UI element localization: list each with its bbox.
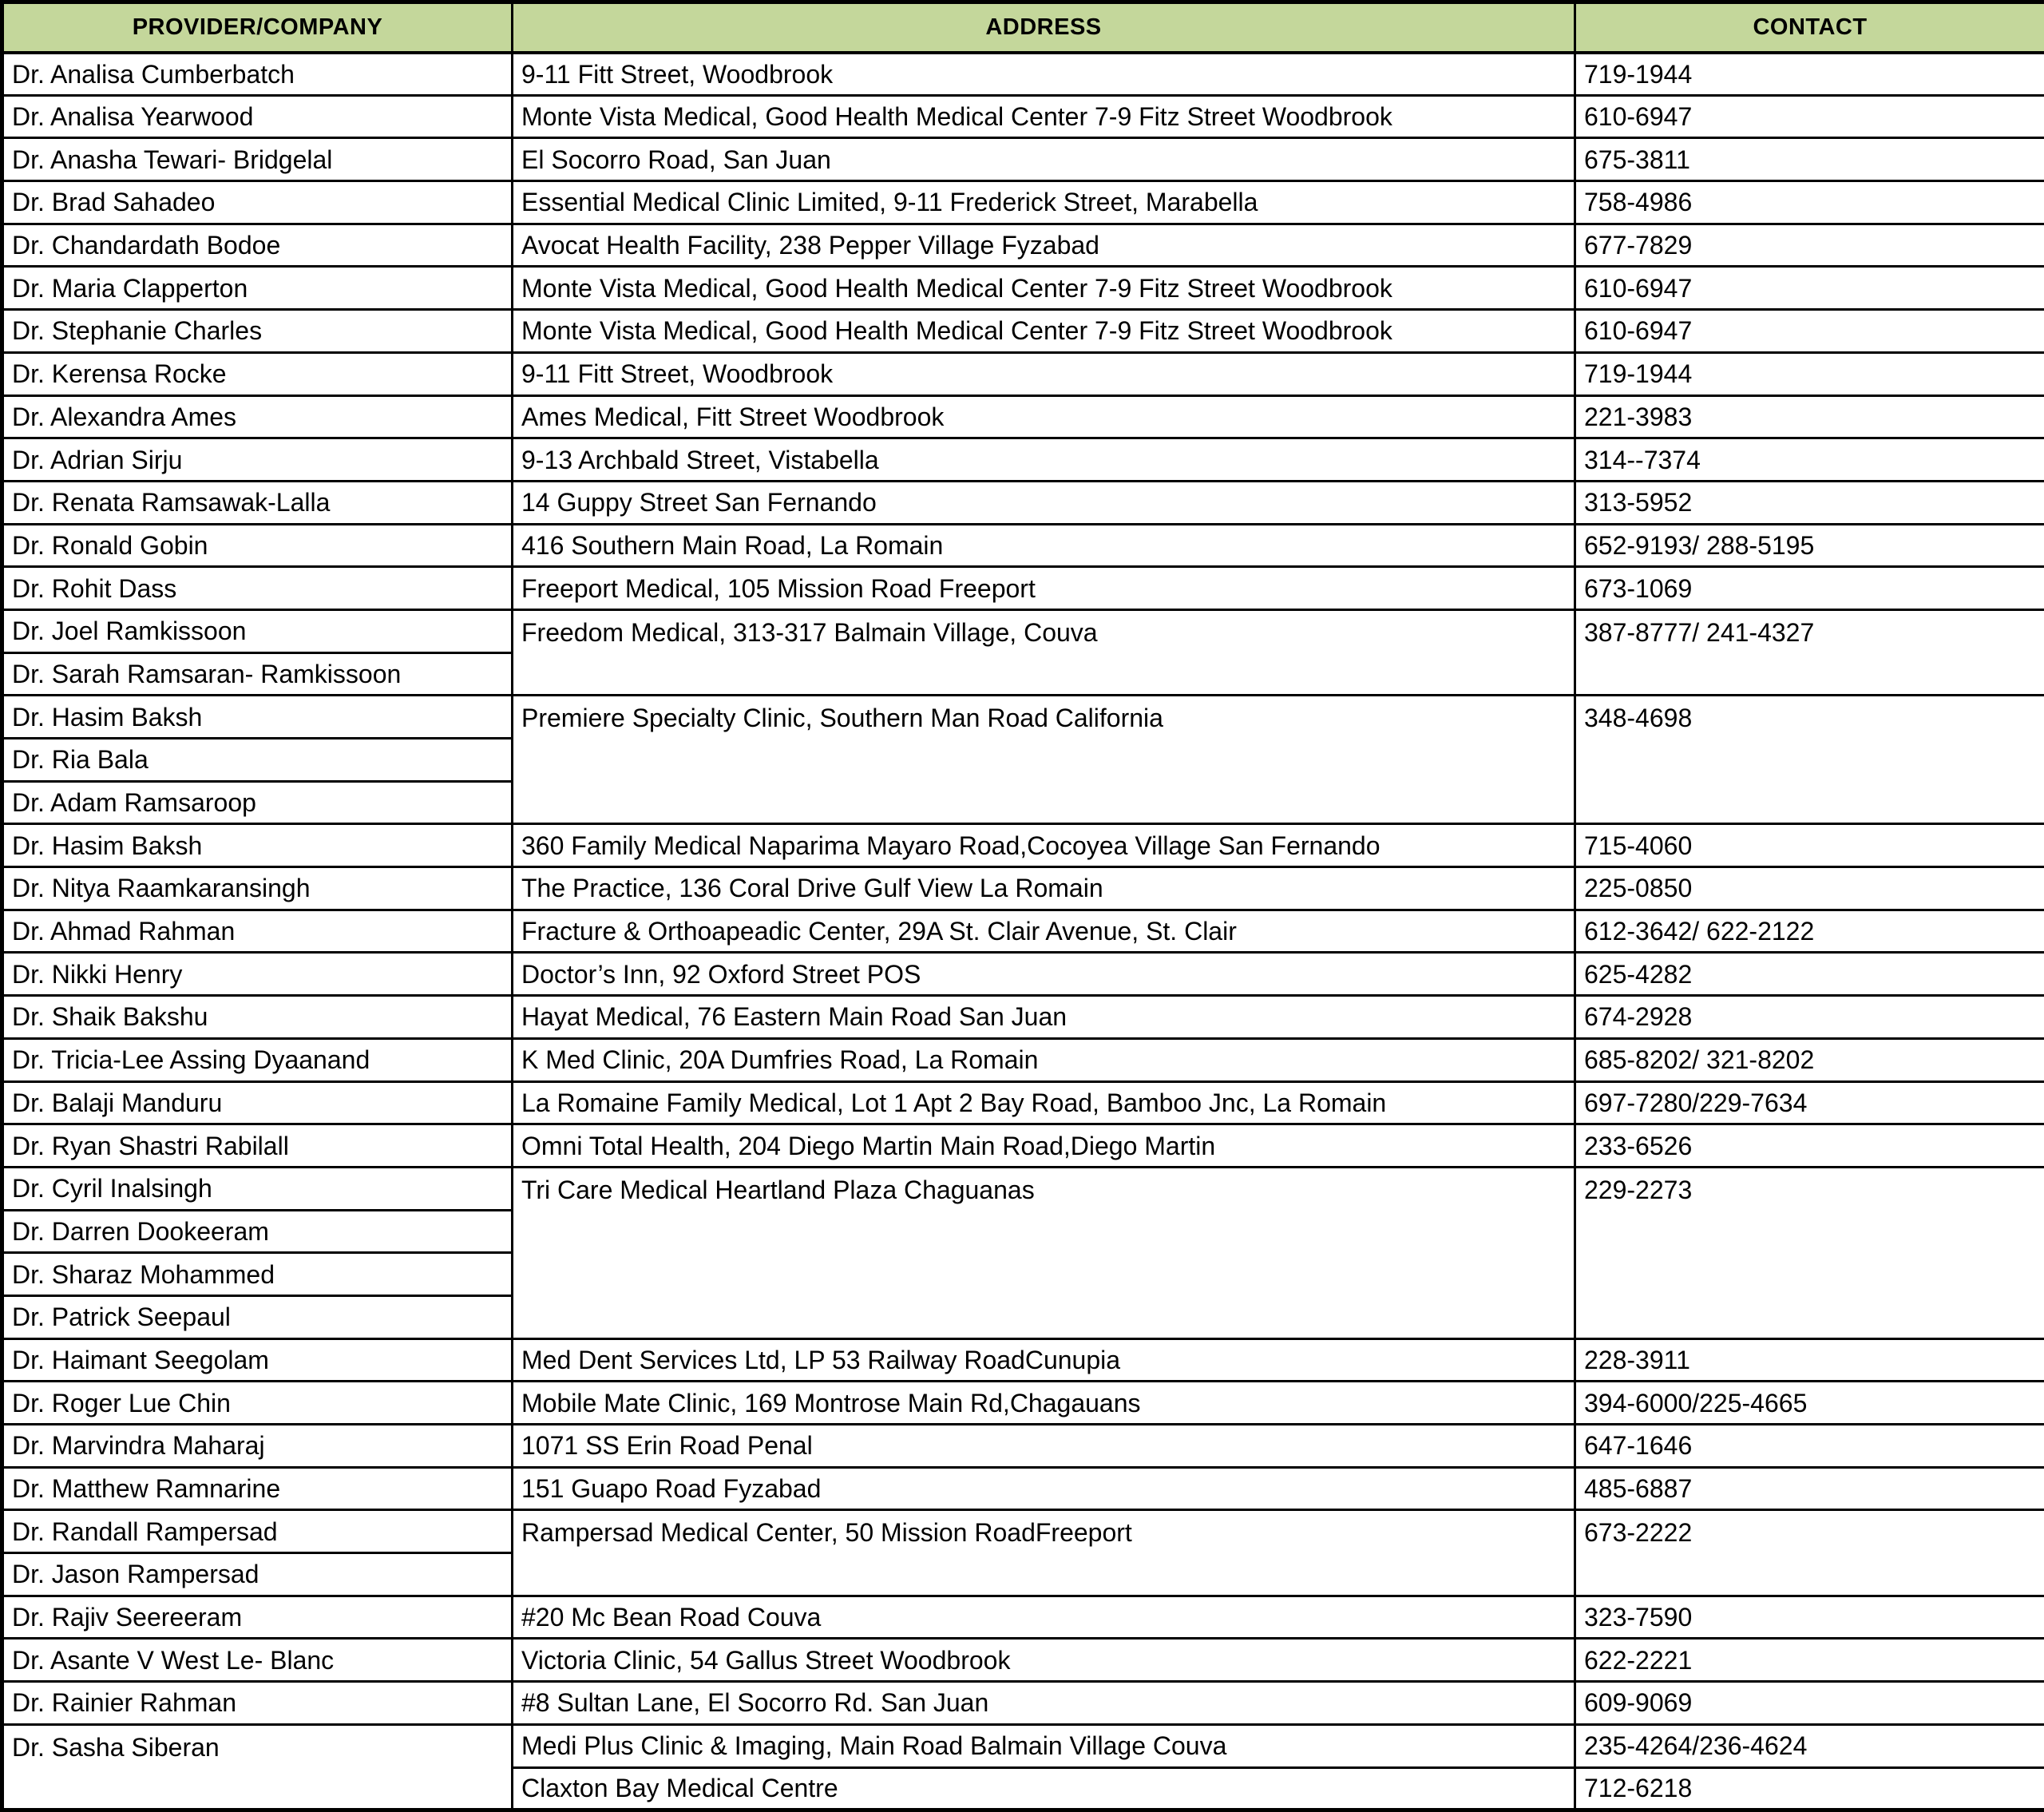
provider-cell: Dr. Matthew Ramnarine <box>2 1467 513 1510</box>
provider-cell: Dr. Adrian Sirju <box>2 438 513 482</box>
address-cell: Omni Total Health, 204 Diego Martin Main Road,Diego Martin <box>513 1124 1575 1168</box>
contact-cell: 673-2222 <box>1575 1510 2044 1596</box>
table-row <box>2 395 2044 438</box>
provider-cell: Dr. Haimant Seegolam <box>2 1338 513 1382</box>
provider-cell: Dr. Rohit Dass <box>2 567 513 610</box>
contact-cell: 348-4698 <box>1575 696 2044 824</box>
contact-cell: 485-6887 <box>1575 1467 2044 1510</box>
table-row <box>2 1425 2044 1468</box>
contact-cell: 612-3642/ 622-2122 <box>1575 910 2044 953</box>
address-cell: Rampersad Medical Center, 50 Mission RoadFreeport <box>513 1510 1575 1596</box>
contact-cell: 673-1069 <box>1575 567 2044 610</box>
contact-cell: 712-6218 <box>1575 1767 2044 1810</box>
provider-cell: Dr. Maria Clapperton <box>2 267 513 310</box>
contact-cell: 758-4986 <box>1575 181 2044 224</box>
address-cell: K Med Clinic, 20A Dumfries Road, La Romain <box>513 1038 1575 1081</box>
address-cell: Fracture & Orthoapeadic Center, 29A St. Clair Avenue, St. Clair <box>513 910 1575 953</box>
address-cell: 9-11 Fitt Street, Woodbrook <box>513 352 1575 395</box>
contact-cell: 225-0850 <box>1575 867 2044 910</box>
address-cell: Victoria Clinic, 54 Gallus Street Woodbrook <box>513 1639 1575 1682</box>
address-cell: Claxton Bay Medical Centre <box>513 1767 1575 1810</box>
contact-cell: 652-9193/ 288-5195 <box>1575 524 2044 567</box>
provider-cell: Dr. Marvindra Maharaj <box>2 1425 513 1468</box>
provider-cell: Dr. Anasha Tewari- Bridgelal <box>2 138 513 181</box>
contact-cell: 394-6000/225-4665 <box>1575 1382 2044 1425</box>
contact-cell: 697-7280/229-7634 <box>1575 1081 2044 1124</box>
contact-cell: 313-5952 <box>1575 481 2044 524</box>
address-cell: Med Dent Services Ltd, LP 53 Railway RoadCunupia <box>513 1338 1575 1382</box>
provider-cell: Dr. Ryan Shastri Rabilall <box>2 1124 513 1168</box>
contact-cell: 622-2221 <box>1575 1639 2044 1682</box>
address-cell: 416 Southern Main Road, La Romain <box>513 524 1575 567</box>
table-row <box>2 1382 2044 1425</box>
provider-cell: Dr. Sarah Ramsaran- Ramkissoon <box>2 652 513 696</box>
provider-cell: Dr. Brad Sahadeo <box>2 181 513 224</box>
table-row <box>2 438 2044 482</box>
provider-cell: Dr. Randall Rampersad <box>2 1510 513 1553</box>
header-contact: CONTACT <box>1575 2 2044 53</box>
table-row <box>2 1167 2044 1210</box>
provider-cell: Dr. Tricia-Lee Assing Dyaanand <box>2 1038 513 1081</box>
provider-cell: Dr. Renata Ramsawak-Lalla <box>2 481 513 524</box>
provider-cell: Dr. Rajiv Seereeram <box>2 1596 513 1639</box>
table-row <box>2 53 2044 96</box>
table-row <box>2 1124 2044 1168</box>
address-cell: Avocat Health Facility, 238 Pepper Village Fyzabad <box>513 224 1575 267</box>
provider-cell: Dr. Darren Dookeeram <box>2 1210 513 1253</box>
header-row <box>2 2 2044 53</box>
provider-cell: Dr. Joel Ramkissoon <box>2 609 513 652</box>
address-cell: Ames Medical, Fitt Street Woodbrook <box>513 395 1575 438</box>
provider-cell: Dr. Stephanie Charles <box>2 310 513 353</box>
address-cell: 9-13 Archbald Street, Vistabella <box>513 438 1575 482</box>
contact-cell: 610-6947 <box>1575 95 2044 138</box>
contact-cell: 677-7829 <box>1575 224 2044 267</box>
address-cell: 14 Guppy Street San Fernando <box>513 481 1575 524</box>
address-cell: 1071 SS Erin Road Penal <box>513 1425 1575 1468</box>
provider-cell: Dr. Balaji Manduru <box>2 1081 513 1124</box>
table-row <box>2 1038 2044 1081</box>
table-row <box>2 609 2044 652</box>
table-row <box>2 267 2044 310</box>
provider-cell: Dr. Ronald Gobin <box>2 524 513 567</box>
contact-cell: 719-1944 <box>1575 53 2044 96</box>
provider-cell: Dr. Adam Ramsaroop <box>2 781 513 824</box>
provider-cell: Dr. Alexandra Ames <box>2 395 513 438</box>
table-row <box>2 1639 2044 1682</box>
contact-cell: 715-4060 <box>1575 824 2044 867</box>
provider-cell: Dr. Sasha Siberan <box>2 1724 513 1810</box>
contact-cell: 314--7374 <box>1575 438 2044 482</box>
header-address: ADDRESS <box>513 2 1575 53</box>
contact-cell: 221-3983 <box>1575 395 2044 438</box>
table-row <box>2 824 2044 867</box>
table-row <box>2 1467 2044 1510</box>
address-cell: The Practice, 136 Coral Drive Gulf View La Romain <box>513 867 1575 910</box>
table-row <box>2 310 2044 353</box>
contact-cell: 610-6947 <box>1575 267 2044 310</box>
contact-cell: 609-9069 <box>1575 1682 2044 1725</box>
table-row <box>2 1724 2044 1767</box>
contact-cell: 719-1944 <box>1575 352 2044 395</box>
table-row <box>2 953 2044 996</box>
provider-cell: Dr. Kerensa Rocke <box>2 352 513 395</box>
address-cell: Hayat Medical, 76 Eastern Main Road San Juan <box>513 996 1575 1039</box>
contact-cell: 229-2273 <box>1575 1167 2044 1338</box>
provider-cell: Dr. Nikki Henry <box>2 953 513 996</box>
provider-cell: Dr. Rainier Rahman <box>2 1682 513 1725</box>
provider-cell: Dr. Shaik Bakshu <box>2 996 513 1039</box>
provider-cell: Dr. Ria Bala <box>2 739 513 782</box>
provider-cell: Dr. Patrick Seepaul <box>2 1295 513 1338</box>
contact-cell: 387-8777/ 241-4327 <box>1575 609 2044 695</box>
table-row <box>2 867 2044 910</box>
address-cell: Mobile Mate Clinic, 169 Montrose Main Rd,Chagauans <box>513 1382 1575 1425</box>
table-row <box>2 1081 2044 1124</box>
contact-cell: 685-8202/ 321-8202 <box>1575 1038 2044 1081</box>
table-row <box>2 181 2044 224</box>
address-cell: Monte Vista Medical, Good Health Medical Center 7-9 Fitz Street Woodbrook <box>513 267 1575 310</box>
provider-cell: Dr. Ahmad Rahman <box>2 910 513 953</box>
table-row <box>2 352 2044 395</box>
table-body <box>2 53 2044 1810</box>
address-cell: 151 Guapo Road Fyzabad <box>513 1467 1575 1510</box>
address-cell: Monte Vista Medical, Good Health Medical Center 7-9 Fitz Street Woodbrook <box>513 95 1575 138</box>
contact-cell: 233-6526 <box>1575 1124 2044 1168</box>
address-cell: 360 Family Medical Naparima Mayaro Road,Cocoyea Village San Fernando <box>513 824 1575 867</box>
table-row <box>2 910 2044 953</box>
table-row <box>2 138 2044 181</box>
contact-cell: 625-4282 <box>1575 953 2044 996</box>
table-row <box>2 524 2044 567</box>
table-row <box>2 95 2044 138</box>
header-provider-company: PROVIDER/COMPANY <box>2 2 513 53</box>
address-cell: Premiere Specialty Clinic, Southern Man Road California <box>513 696 1575 824</box>
table-row <box>2 224 2044 267</box>
contact-cell: 323-7590 <box>1575 1596 2044 1639</box>
address-cell: 9-11 Fitt Street, Woodbrook <box>513 53 1575 96</box>
address-cell: Freedom Medical, 313-317 Balmain Village, Couva <box>513 609 1575 695</box>
table-row <box>2 1682 2044 1725</box>
contact-cell: 647-1646 <box>1575 1425 2044 1468</box>
address-cell: Essential Medical Clinic Limited, 9-11 Frederick Street, Marabella <box>513 181 1575 224</box>
contact-cell: 228-3911 <box>1575 1338 2044 1382</box>
table-row <box>2 1510 2044 1553</box>
address-cell: #8 Sultan Lane, El Socorro Rd. San Juan <box>513 1682 1575 1725</box>
provider-cell: Dr. Nitya Raamkaransingh <box>2 867 513 910</box>
table-row <box>2 696 2044 739</box>
table-row <box>2 996 2044 1039</box>
table-row <box>2 1596 2044 1639</box>
contact-cell: 674-2928 <box>1575 996 2044 1039</box>
contact-cell: 235-4264/236-4624 <box>1575 1724 2044 1767</box>
contact-cell: 610-6947 <box>1575 310 2044 353</box>
table-row <box>2 481 2044 524</box>
contact-cell: 675-3811 <box>1575 138 2044 181</box>
address-cell: El Socorro Road, San Juan <box>513 138 1575 181</box>
table-row <box>2 567 2044 610</box>
provider-cell: Dr. Asante V West Le- Blanc <box>2 1639 513 1682</box>
address-cell: Medi Plus Clinic & Imaging, Main Road Balmain Village Couva <box>513 1724 1575 1767</box>
provider-cell: Dr. Hasim Baksh <box>2 824 513 867</box>
provider-cell: Dr. Cyril Inalsingh <box>2 1167 513 1210</box>
provider-cell: Dr. Jason Rampersad <box>2 1553 513 1596</box>
provider-cell: Dr. Analisa Yearwood <box>2 95 513 138</box>
address-cell: La Romaine Family Medical, Lot 1 Apt 2 Bay Road, Bamboo Jnc, La Romain <box>513 1081 1575 1124</box>
address-cell: Monte Vista Medical, Good Health Medical Center 7-9 Fitz Street Woodbrook <box>513 310 1575 353</box>
address-cell: Tri Care Medical Heartland Plaza Chaguanas <box>513 1167 1575 1338</box>
provider-cell: Dr. Hasim Baksh <box>2 696 513 739</box>
provider-cell: Dr. Roger Lue Chin <box>2 1382 513 1425</box>
table-row <box>2 1338 2044 1382</box>
provider-cell: Dr. Chandardath Bodoe <box>2 224 513 267</box>
address-cell: #20 Mc Bean Road Couva <box>513 1596 1575 1639</box>
provider-cell: Dr. Analisa Cumberbatch <box>2 53 513 96</box>
address-cell: Doctor’s Inn, 92 Oxford Street POS <box>513 953 1575 996</box>
address-cell: Freeport Medical, 105 Mission Road Freeport <box>513 567 1575 610</box>
provider-cell: Dr. Sharaz Mohammed <box>2 1253 513 1296</box>
